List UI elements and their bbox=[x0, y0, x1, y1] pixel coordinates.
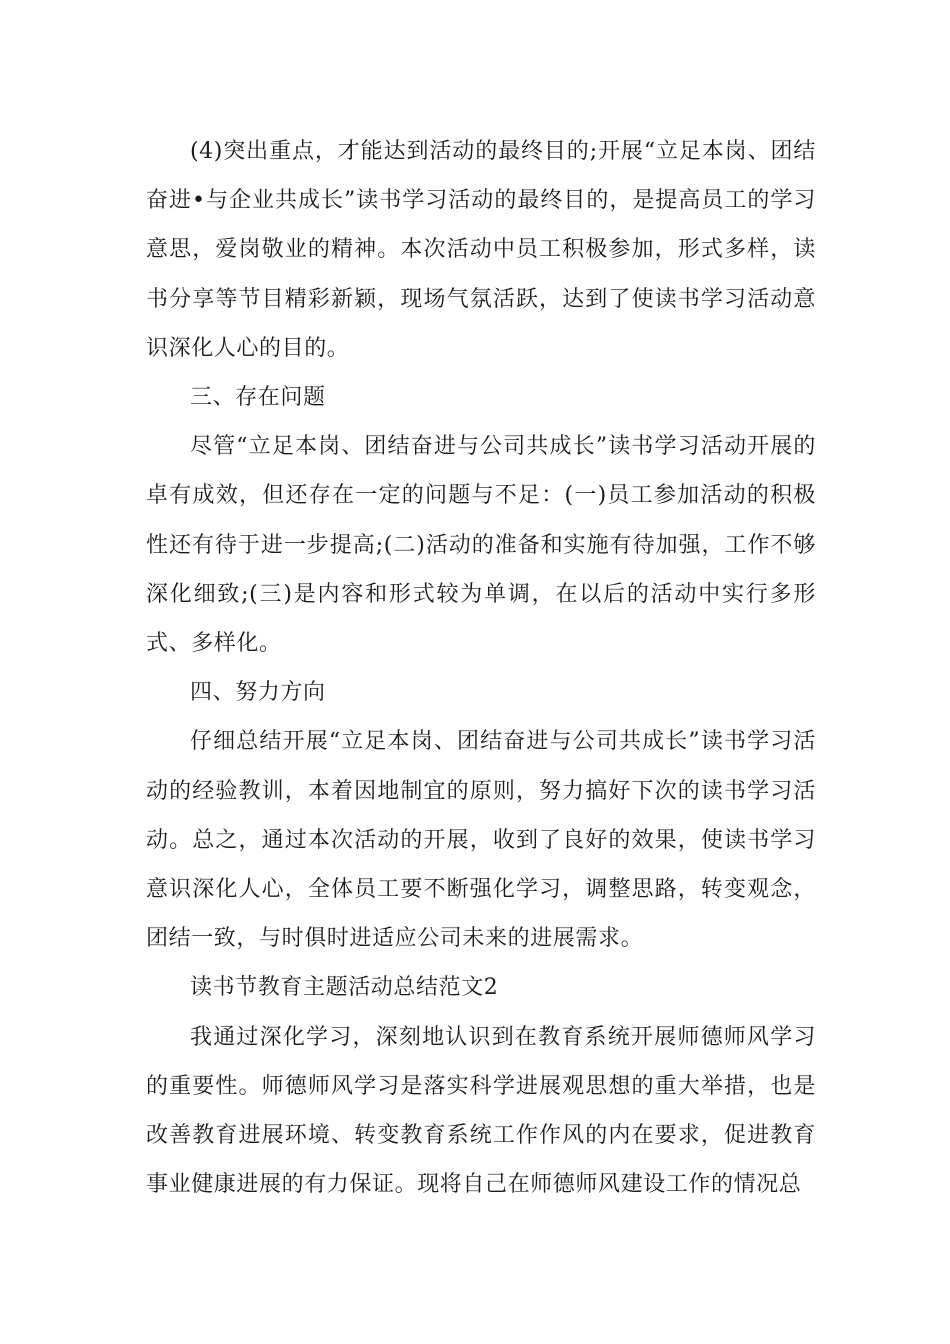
paragraph-ethics-study: 我通过深化学习，深刻地认识到在教育系统开展师德师风学习的重要性。师德师风学习是落实科学进展观思想的重大举措，也是改善教育进展环境、转变教育系统工作作风的内在要求，促进教育事业健康进展的有力保证。现将自己在师德师风建设工作的情况总 bbox=[146, 1024, 816, 1198]
section-heading-problems: 三、存在问题 bbox=[190, 385, 326, 411]
article-title-2: 读书节教育主题活动总结范文2 bbox=[190, 975, 499, 1001]
paragraph-direction: 仔细总结开展“立足本岗、团结奋进与公司共成长”读书学习活动的经验教训，本着因地制宜的原则，努力搞好下次的读书学习活动。总之，通过本次活动的开展，收到了良好的效果，使读书学习意识深化人心，全体员工要不断强化学习，调整思路，转变观念，团结一致，与时俱时进适应公司未来的进展需求。 bbox=[146, 729, 816, 952]
document-body bbox=[146, 127, 816, 1209]
paragraph-activity-goal: (4)突出重点，才能达到活动的最终目的;开展“立足本岗、团结奋进•与企业共成长”读书学习活动的最终目的，是提高员工的学习意思，爱岗敬业的精神。本次活动中员工积极参加，形式多样，读书分享等节目精彩新颖，现场气氛活跃，达到了使读书学习活动意识深化人心的目的。 bbox=[146, 139, 816, 361]
section-heading-direction: 四、努力方向 bbox=[190, 680, 326, 706]
paragraph-problems: 尽管“立足本岗、团结奋进与公司共成长”读书学习活动开展的卓有成效，但还存在一定的问题与不足：(一)员工参加活动的积极性还有待于进一步提高;(二)活动的准备和实施有待加强，工作不够深化细致;(三)是内容和形式较为单调，在以后的活动中实行多形式、多样化。 bbox=[146, 434, 816, 657]
